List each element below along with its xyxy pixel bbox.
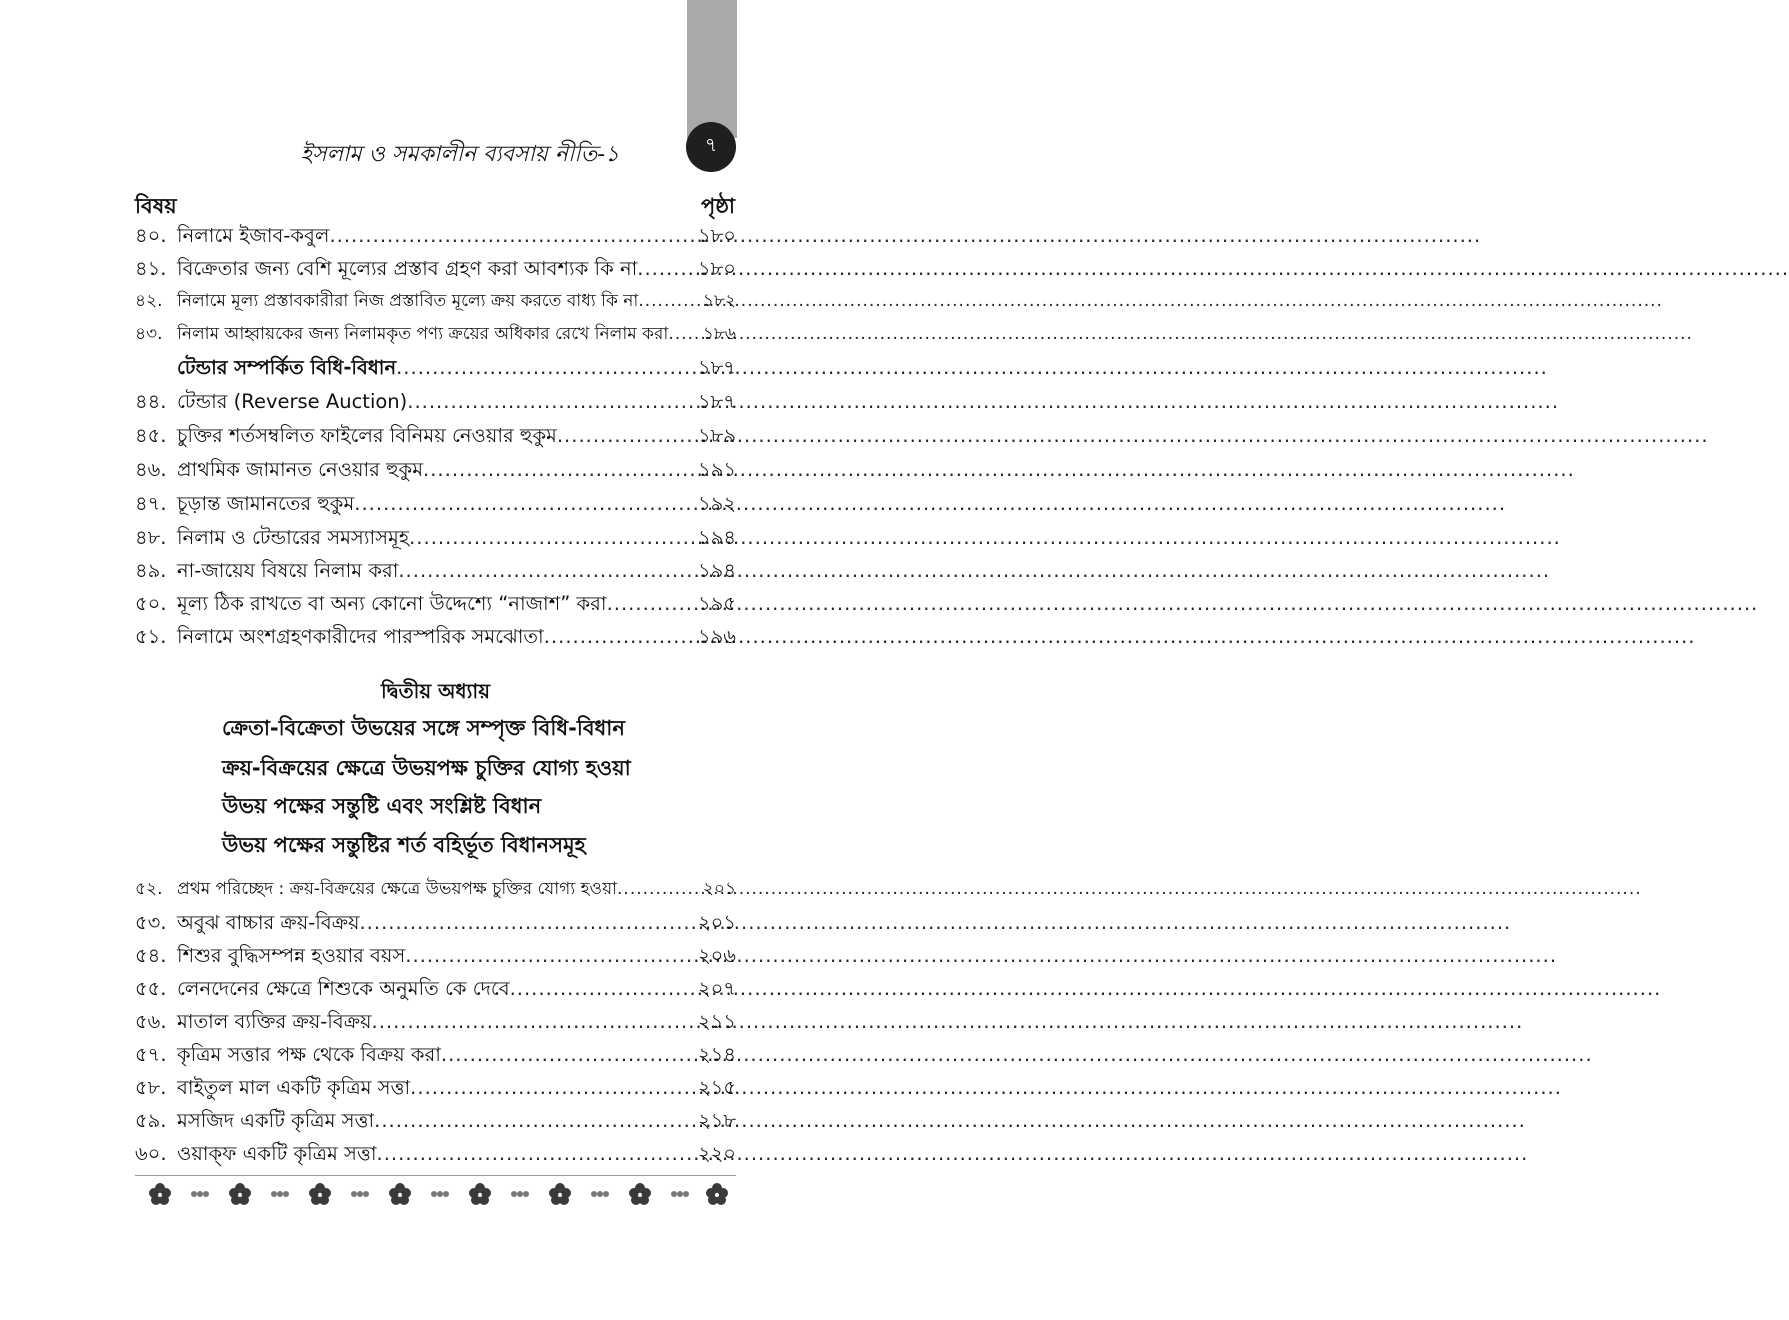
leader-dots [359,911,698,934]
flower-icon [469,1183,491,1205]
toc-title: কৃত্রিম সত্তার পক্ষ থেকে বিক্রয় করা [177,1043,441,1066]
flower-icon [229,1183,251,1205]
toc-row [135,1107,736,1139]
toc-number: ৪৮. [135,526,167,549]
toc-title: প্রথম পরিচ্ছেদ : ক্রয়-বিক্রয়ের ক্ষেত্রে উভয়পক্ষ চুক্তির যোগ্য হওয়া [177,879,618,899]
toc-number: ৫৪. [135,944,167,967]
toc-row [135,255,736,287]
toc-title: প্রাথমিক জামানত নেওয়ার হুকুম [177,458,424,481]
leader-dots [607,592,698,615]
toc-section-title: টেন্ডার সম্পর্কিত বিধি-বিধান [177,356,397,379]
footer-divider [135,1175,736,1176]
toc-page: ২০১ [702,879,736,899]
leader-dots [441,1043,698,1066]
flower-icon [549,1183,571,1205]
small-flower-icon [591,1191,609,1197]
page-column-header: পৃষ্ঠা [700,194,735,218]
toc-row [135,422,736,454]
toc-page: ১৮০ [698,257,736,280]
toc-row [135,1008,736,1040]
chapter-title: দ্বিতীয় অধ্যায় [381,679,490,703]
small-flower-icon [351,1191,369,1197]
small-flower-icon [271,1191,289,1197]
toc-title: না-জায়েয বিষয়ে নিলাম করা [177,559,399,582]
toc-number: ৫১. [135,625,167,648]
chapter-subheading: ক্রয়-বিক্রয়ের ক্ষেত্রে উভয়পক্ষ চুক্তির যোগ্য হওয়া [222,756,631,780]
leader-dots [617,879,703,899]
toc-number: ৪৫. [135,424,167,447]
toc-page: ১৯১ [698,458,736,481]
toc-row [135,354,736,386]
toc-row [135,524,736,556]
toc-row [135,1140,736,1172]
leader-dots [372,1010,698,1033]
toc-page: ১৮৭ [698,356,736,379]
toc-title: মাতাল ব্যক্তির ক্রয়-বিক্রয় [177,1010,372,1033]
leader-dots [409,526,698,549]
toc-page: ২০১ [697,911,736,934]
toc-title: টেন্ডার (Reverse Auction) [177,390,408,413]
leader-dots [396,356,698,379]
toc-title: অবুঝ বাচ্চার ক্রয়-বিক্রয় [177,911,360,934]
toc-number: ৫৬. [135,1010,167,1033]
toc-page: ২২০ [697,1142,736,1165]
toc-row [135,590,736,622]
leader-dots [398,559,698,582]
toc-row [135,456,736,488]
leader-dots [374,1109,698,1132]
toc-row [135,1041,736,1073]
flower-icon [149,1183,171,1205]
chapter-subheading: ক্রেতা-বিক্রেতা উভয়ের সঙ্গে সম্পৃক্ত বিধি-বিধান [222,716,625,740]
toc-title: ওয়াক্‌ফ একটি কৃত্রিম সত্তা [177,1142,377,1165]
leader-dots [557,424,698,447]
toc-number: ৫৩. [135,911,167,934]
page-number-badge [686,122,736,172]
leader-dots [510,977,698,1000]
toc-page: ২০৭ [697,977,736,1000]
toc-number: ৫০. [135,592,167,615]
toc-row [135,1074,736,1106]
toc-page: ১৮০ [698,224,736,247]
toc-row [135,942,736,974]
toc-row [135,288,736,320]
toc-number: ৬০. [135,1142,167,1165]
toc-number: ৪১. [135,257,167,280]
toc-row [135,909,736,941]
toc-title: নিলামে মূল্য প্রস্তাবকারীরা নিজ প্রস্তাবিত মূল্যে ক্রয় করতে বাধ্য কি না [177,291,639,311]
toc-title: মসজিদ একটি কৃত্রিম সত্তা [177,1109,375,1132]
flower-icon [309,1183,331,1205]
toc-page: ১৯৪ [698,559,736,582]
leader-dots [407,390,698,413]
leader-dots [638,291,703,311]
page-number: ৭ [704,134,718,156]
toc-page: ২১৮ [698,1109,736,1132]
toc-row [135,388,736,420]
toc-number: ৪৬. [135,458,167,481]
chapter-subheading: উভয় পক্ষের সন্তুষ্টির শর্ত বহির্ভূত বিধানসমূহ [222,833,586,857]
toc-page: ১৯২ [698,492,736,515]
small-flower-icon [671,1191,689,1197]
leader-dots [405,944,698,967]
page-tab-strip [687,0,737,138]
toc-number: ৪২. [135,291,163,311]
toc-title: নিলাম ও টেন্ডারের সমস্যাসমূহ [177,526,410,549]
toc-number: ৪৭. [135,492,167,515]
leader-dots [410,1076,698,1099]
toc-title: শিশুর বুদ্ধিসম্পন্ন হওয়ার বয়স [177,944,406,967]
toc-row [135,623,736,655]
toc-number: ৪৪. [135,390,167,413]
leader-dots [544,625,698,648]
toc-title: লেনদেনের ক্ষেত্রে শিশুকে অনুমতি কে দেবে [177,977,510,1000]
leader-dots [354,492,698,515]
toc-number: ৫২. [135,879,163,899]
toc-page: ২১১ [698,1010,736,1033]
toc-row [135,557,736,589]
toc-page: ১৮৯ [698,424,736,447]
toc-title: নিলামে অংশগ্রহণকারীদের পারস্পরিক সমঝোতা [177,625,544,648]
toc-page: ১৮২ [702,291,736,311]
small-flower-icon [511,1191,529,1197]
toc-title: মূল্য ঠিক রাখতে বা অন্য কোনো উদ্দেশ্যে “নাজাশ” করা [177,592,607,615]
toc-page: ১৯৫ [698,592,736,615]
flower-icon [629,1183,651,1205]
toc-number: ৪৯. [135,559,167,582]
toc-title: বিক্রেতার জন্য বেশি মূল্যের প্রস্তাব গ্রহণ করা আবশ্যক কি না [177,257,638,280]
leader-dots [329,224,698,247]
toc-number: ৪০. [135,224,167,247]
toc-row [135,975,736,1007]
toc-row [135,876,736,908]
toc-page: ২১৫ [698,1076,736,1099]
flower-icon [706,1183,728,1205]
chapter-subheading: উভয় পক্ষের সন্তুষ্টি এবং সংশ্লিষ্ট বিধান [222,794,542,818]
toc-row [135,321,736,353]
toc-title: বাইতুল মাল একটি কৃত্রিম সত্তা [177,1076,411,1099]
book-title: ইসলাম ও সমকালীন ব্যবসায় নীতি-১ [300,142,620,167]
toc-title: নিলাম আহ্বায়কের জন্য নিলামকৃত পণ্য ক্রয়ের অধিকার রেখে নিলাম করা [177,324,669,344]
toc-page: ১৯৪ [698,526,736,549]
toc-title: চূড়ান্ত জামানতের হুকুম [177,492,355,515]
toc-page: ১৯৬ [698,625,736,648]
toc-page: ২০৬ [697,944,736,967]
toc-page: ১৮৭ [698,390,736,413]
toc-title: চুক্তির শর্তসম্বলিত ফাইলের বিনিময় নেওয়ার হুকুম [177,424,557,447]
leader-dots [377,1142,698,1165]
toc-number: ৫৯. [135,1109,167,1132]
toc-number: ৪৩. [135,324,163,344]
toc-page: ১৮৬ [702,324,736,344]
subject-column-header: বিষয় [135,194,177,218]
flower-icon [389,1183,411,1205]
toc-row [135,490,736,522]
small-flower-icon [431,1191,449,1197]
toc-number: ৫৭. [135,1043,167,1066]
toc-number: ৫৫. [135,977,167,1000]
small-flower-icon [191,1191,209,1197]
floral-ornament-border [135,1181,736,1207]
leader-dots [637,257,698,280]
toc-row [135,222,736,254]
toc-title: নিলামে ইজাব-কবুল [177,224,330,247]
leader-dots [668,324,703,344]
leader-dots [423,458,698,481]
toc-number: ৫৮. [135,1076,167,1099]
toc-page: ২১৪ [698,1043,736,1066]
